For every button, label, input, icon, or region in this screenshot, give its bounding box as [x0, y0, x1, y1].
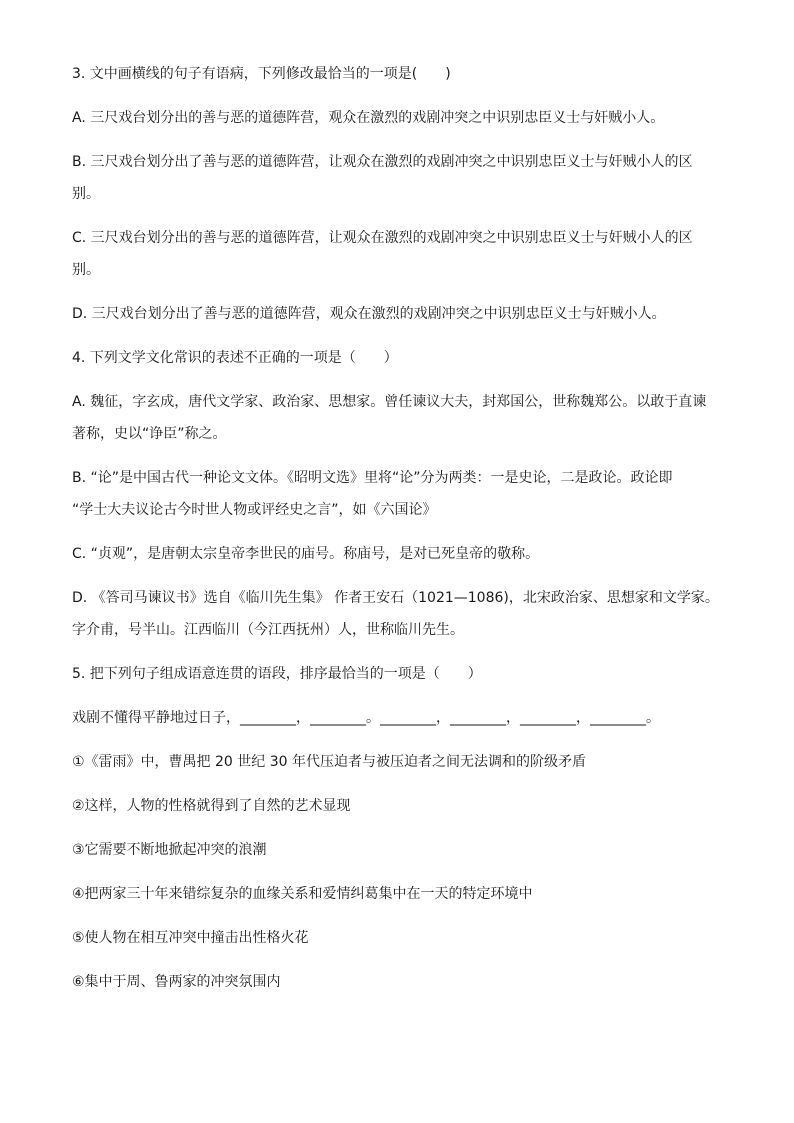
question-3-option-d: D. 三尺戏台划分出了善与恶的道德阵营，观众在激烈的戏剧冲突之中识别忠臣义士与奸贼小人。: [72, 306, 666, 322]
question-3-option-a: A. 三尺戏台划分出的善与恶的道德阵营，观众在激烈的戏剧冲突之中识别忠臣义士与奸贼小人。: [72, 110, 665, 126]
question-5-sentence-1: ①《雷雨》中，曹禺把 20 世纪 30 年代压迫者与被压迫者之间无法调和的阶级矛盾: [72, 754, 586, 770]
question-4-option-b-cont: “学士大夫议论古今时世人物或评经史之言”，如《六国论》: [72, 502, 437, 518]
question-4-option-b: B. “论”是中国古代一种论文文体。《昭明文选》里将“论”分为两类：一是史论，二是政论。政论即: [72, 470, 673, 486]
question-5-blank-sentence: 戏剧不懂得平静地过日子，________，________。________，________，________，________。: [72, 710, 660, 726]
question-5-sentence-4: ④把两家三十年来错综复杂的血缘关系和爱情纠葛集中在一天的特定环境中: [72, 886, 533, 902]
question-5-sentence-5: ⑤使人物在相互冲突中撞击出性格火花: [72, 930, 309, 946]
question-4-stem: 4. 下列文学文化常识的表述不正确的一项是（ ）: [72, 350, 398, 366]
question-4-option-d: D. 《答司马谏议书》选自《临川先生集》 作者王安石（1021—1086)，北宋政治家、思想家和文学家。: [72, 590, 719, 606]
question-3-stem: 3. 文中画横线的句子有语病，下列修改最恰当的一项是( ): [72, 66, 451, 82]
question-3-option-c-cont: 别。: [72, 262, 100, 278]
question-3-option-b: B. 三尺戏台划分出了善与恶的道德阵营，让观众在激烈的戏剧冲突之中识别忠臣义士与奸贼小人的区: [72, 154, 693, 170]
question-4-option-a: A. 魏征，字玄成，唐代文学家、政治家、思想家。曾任谏议大夫，封郑国公，世称魏郑公。以敢于直谏: [72, 394, 707, 410]
question-5-sentence-6: ⑥集中于周、鲁两家的冲突氛围内: [72, 974, 281, 990]
document-page: [72, 64, 722, 992]
question-4-option-c: C. “贞观”，是唐朝太宗皇帝李世民的庙号。称庙号，是对已死皇帝的敬称。: [72, 546, 540, 562]
question-4-option-d-cont: 字介甫，号半山。江西临川（今江西抚州）人，世称临川先生。: [72, 622, 464, 638]
question-3-option-b-cont: 别。: [72, 186, 100, 202]
question-3-option-c: C. 三尺戏台划分出的善与恶的道德阵营，让观众在激烈的戏剧冲突之中识别忠臣义士与奸贼小人的区: [72, 230, 693, 246]
question-5-stem: 5. 把下列句子组成语意连贯的语段，排序最恰当的一项是（ ）: [72, 666, 482, 682]
question-5-sentence-3: ③它需要不断地掀起冲突的浪潮: [72, 842, 267, 858]
question-5-sentence-2: ②这样，人物的性格就得到了自然的艺术显现: [72, 798, 351, 814]
question-4-option-a-cont: 著称，史以“诤臣”称之。: [72, 426, 227, 442]
